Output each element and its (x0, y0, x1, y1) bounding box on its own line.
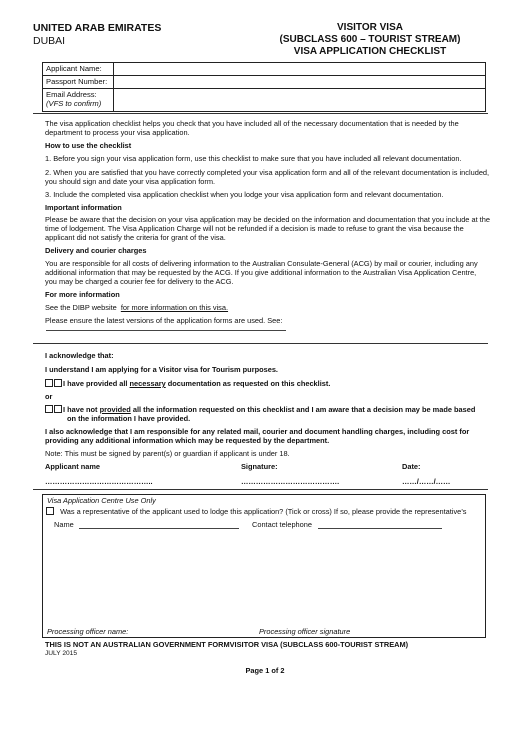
header-left (33, 22, 161, 48)
footer-date: JULY 2015 (45, 650, 78, 657)
applicant-name-field[interactable] (114, 63, 486, 76)
representative-name-line[interactable] (79, 528, 239, 529)
more-info-line-1 (45, 303, 490, 312)
representative-name-label: Name (54, 520, 74, 529)
divider (33, 489, 488, 490)
vac-box-title: Visa Application Centre Use Only (47, 496, 156, 505)
contact-telephone-line[interactable] (318, 528, 442, 529)
email-note: (VFS to confirm) (46, 99, 102, 109)
date-label: Date: (402, 462, 421, 471)
checkbox-provided-all[interactable] (45, 379, 53, 387)
divider (33, 343, 488, 344)
email-cell (43, 89, 114, 112)
signature-dots[interactable]: …………………………………. (241, 477, 340, 486)
more-info-line-2: Please ensure the latest versions of the application forms are used. See: (45, 316, 283, 325)
footer-disclaimer: THIS IS NOT AN AUSTRALIAN GOVERNMENT FORMVISITOR VISA (SUBCLASS 600-TOURIST STREAM) (45, 640, 409, 649)
option-1-text-u: necessary (129, 379, 166, 388)
applicant-details-table (42, 62, 486, 112)
checkbox-provided-all-alt[interactable] (54, 379, 62, 387)
how-to-heading: How to use the checklist (45, 141, 132, 150)
or-label: or (45, 392, 53, 401)
more-info-heading: For more information (45, 290, 120, 299)
option-not-provided (45, 405, 490, 414)
checkbox-not-provided-alt[interactable] (54, 405, 62, 413)
delivery-heading: Delivery and courier charges (45, 246, 147, 255)
email-label: Email Address: (46, 90, 97, 99)
email-field[interactable] (114, 89, 486, 112)
applicant-name-dots[interactable]: …………………………………….. (45, 477, 153, 486)
signature-label: Signature: (241, 462, 278, 471)
country-label: UNITED ARAB EMIRATES (33, 22, 162, 34)
option-1-text-a: I have provided all (63, 379, 130, 388)
representative-question-text: Was a representative of the applicant used to lodge this application? (Tick or cross) If so, please provide the representative’s (60, 507, 467, 516)
representative-question (46, 507, 482, 516)
step-2 (45, 168, 490, 186)
table-row (43, 63, 486, 76)
checkbox-not-provided[interactable] (45, 405, 53, 413)
option-1-text-b: documentation as requested on this checklist. (165, 379, 331, 388)
title-line-1: VISITOR VISA (337, 22, 403, 33)
representative-checkbox[interactable] (46, 507, 54, 515)
also-acknowledge: I also acknowledge that I am responsible for any related mail, courier and document handling charges, including cost for providing any additional information which may be requested by the department. (45, 427, 470, 446)
tourism-statement: I understand I am applying for a Visitor visa for Tourism purposes. (45, 365, 278, 374)
intro-text: The visa application checklist helps you check that you have included all of the necessary documentation that is needed by the department to process your visa application. (45, 119, 459, 138)
contact-telephone-label: Contact telephone (252, 520, 312, 529)
option-provided-all (45, 379, 490, 388)
form-title (250, 22, 490, 58)
applicant-name-label: Applicant Name: (43, 63, 114, 76)
table-row (43, 89, 486, 112)
step-2-text: 2. When you are satisfied that you have correctly completed your visa application form and all of the relevant documentation is included, you should sign and date your visa application form. (45, 168, 490, 187)
page-number: Page 1 of 2 (245, 666, 285, 675)
date-dots[interactable]: ……/……/…… (402, 477, 451, 486)
signature-note: Note: This must be signed by parent(s) or guardian if applicant is under 18. (45, 449, 290, 458)
important-text: Please be aware that the decision on your visa application may be decided on the information and documentation that you include at the time of lodgement. The Visa Application Charge will not be refunded if a decision is made to refuse to grant the visa because the applicant did not satisfy the criteria for grant of the visa. (45, 215, 490, 243)
vac-use-only-box (42, 494, 486, 638)
processing-officer-signature-label: Processing officer signature (259, 627, 351, 636)
option-2-text-c: on the information I have provided. (67, 414, 191, 423)
title-line-3: VISA APPLICATION CHECKLIST (293, 46, 447, 57)
processing-officer-name-label: Processing officer name: (47, 627, 129, 636)
dibp-website-text: See the DIBP website (45, 303, 117, 312)
option-2-text-b: all the information requested on this checklist and I am aware that a decision may be made based (130, 405, 476, 414)
step-1: 1. Before you sign your visa application form, use this checklist to make sure that you have included all relevant documentation. (45, 154, 462, 163)
applicant-name-sig-label: Applicant name (45, 462, 101, 471)
passport-number-field[interactable] (114, 76, 486, 89)
important-heading: Important information (45, 203, 122, 212)
option-2-text-a: I have not (63, 405, 100, 414)
passport-number-label: Passport Number: (43, 76, 114, 89)
delivery-text: You are responsible for all costs of delivering information to the Australian Consulate-General (ACG) by mail or courier, including any additional information that may be requested by the ACG. If you give additional information to the Australian Visa Application Centre, you may be charged a courier fee for delivery to the ACG. (45, 259, 478, 287)
title-line-2: (SUBCLASS 600 – TOURIST STREAM) (279, 34, 461, 45)
acknowledge-heading: I acknowledge that: (45, 351, 114, 360)
forms-link-line[interactable] (46, 330, 286, 331)
step-3: 3. Include the completed visa application checklist when you lodge your visa application form and relevant documentation. (45, 190, 444, 199)
city-label: DUBAI (33, 35, 66, 47)
dibp-website-link[interactable]: for more information on this visa. (120, 303, 229, 312)
table-row (43, 76, 486, 89)
option-2-text-u: provided (99, 405, 131, 414)
divider (33, 113, 488, 114)
